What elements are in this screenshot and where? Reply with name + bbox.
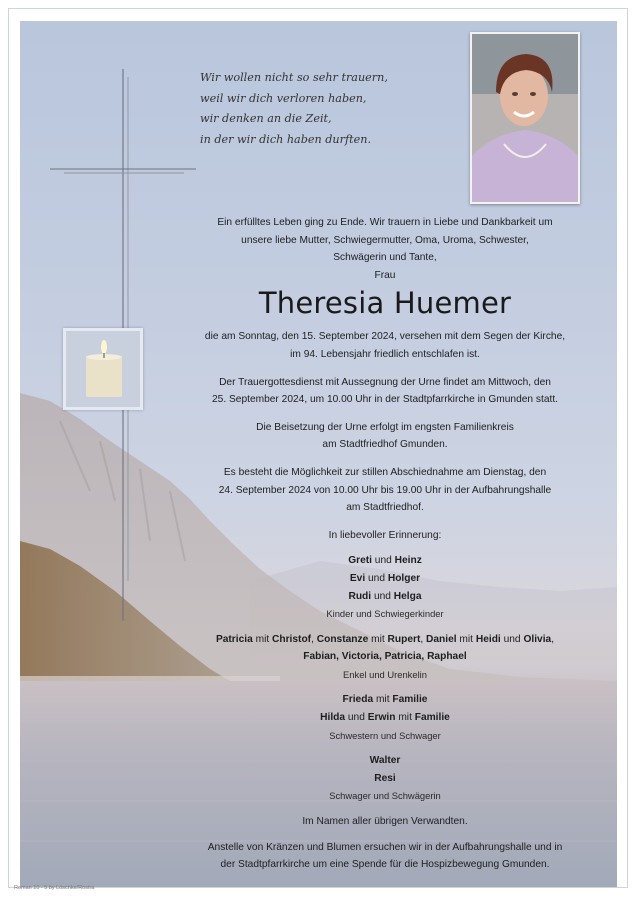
printer-imprint: Roman 10 - 5 by Löschke/Rostra: [14, 885, 95, 891]
text-line: im 94. Lebensjahr friedlich entschlafen ist.: [290, 348, 480, 360]
relation-label: Schwestern und Schwager: [329, 729, 441, 741]
memorial-quote: [200, 68, 440, 150]
portrait-photo: [470, 32, 580, 204]
viewing-notice: [180, 464, 590, 517]
relation-label: Schwager und Schwägerin: [329, 790, 441, 802]
family-line: [180, 752, 590, 770]
quote-line: weil wir dich verloren haben,: [200, 91, 367, 105]
text-line: die am Sonntag, den 15. September 2024, versehen mit dem Segen der Kirche,: [204, 331, 566, 343]
connector-text: mit: [395, 712, 415, 724]
connector-text: mit: [252, 633, 273, 645]
connector-text: und: [345, 712, 368, 724]
text-line: Die Beisetzung der Urne erfolgt im engsten Familienkreis: [256, 421, 514, 433]
quote-line: Wir wollen nicht so sehr trauern,: [200, 71, 388, 84]
relation-label: Kinder und Schwiegerkinder: [326, 608, 444, 620]
text-line: der Stadtpfarrkirche um eine Spende für die Hospizbewegung Gmunden.: [220, 859, 550, 871]
siblings-group: [180, 691, 590, 744]
family-name: Greti: [348, 555, 372, 567]
family-name: Fabian, Victoria, Patricia, Raphael: [303, 651, 467, 663]
family-name: Holger: [387, 572, 421, 584]
connector-text: ,: [420, 633, 427, 645]
inlaws-group: [180, 752, 590, 805]
family-name: Familie: [392, 694, 428, 706]
grandchildren-group: [180, 631, 590, 684]
family-name: Daniel: [426, 633, 457, 645]
family-name: Christof: [272, 633, 312, 645]
family-name: Evi: [349, 572, 366, 584]
family-name: Familie: [414, 712, 450, 724]
family-name: Frieda: [342, 694, 374, 706]
text-line: am Stadtfriedhof Gmunden.: [322, 439, 448, 451]
deceased-name: Theresia Huemer: [258, 286, 512, 321]
family-name: Resi: [374, 772, 396, 784]
family-name: Helga: [393, 590, 422, 602]
connector-text: mit: [368, 633, 388, 645]
connector-text: und: [500, 633, 524, 645]
connector-text: mit: [456, 633, 476, 645]
family-name: Heinz: [394, 555, 422, 567]
intro-frau: Frau: [374, 269, 396, 281]
death-notice: [180, 328, 590, 363]
burial-notice: [180, 419, 590, 454]
intro-line: Ein erfülltes Leben ging zu Ende. Wir trauern in Liebe und Dankbarkeit um: [217, 217, 553, 228]
candle-icon: [66, 331, 140, 407]
family-name: Constanze: [316, 633, 369, 645]
text-line: am Stadtfriedhof.: [346, 502, 424, 514]
family-line: [180, 588, 590, 606]
family-name: Hilda: [320, 712, 346, 724]
text-line: 25. September 2024, um 10.00 Uhr in der Stadtpfarrkirche in Gmunden statt.: [212, 394, 558, 406]
connector-text: ,: [311, 633, 317, 645]
quote-line: wir denken an die Zeit,: [200, 112, 332, 125]
family-line: [180, 552, 590, 570]
family-name: Olivia: [523, 633, 552, 645]
intro-block: [180, 214, 590, 284]
family-line: [180, 631, 590, 649]
intro-line: Schwägerin und Tante,: [333, 252, 437, 264]
relation-label: Enkel und Urenkelin: [343, 668, 427, 680]
connector-text: und: [371, 555, 395, 567]
family-line: [180, 648, 590, 666]
family-name: Rudi: [348, 590, 372, 602]
family-line: [180, 570, 590, 588]
intro-line: unsere liebe Mutter, Schwiegermutter, Oma, Uroma, Schwester,: [241, 234, 529, 246]
connector-text: und: [371, 590, 394, 602]
connector-text: ,: [551, 633, 555, 645]
funeral-service-notice: [180, 374, 590, 409]
family-line: [180, 709, 590, 727]
text-line: Es besteht die Möglichkeit zur stillen Abschiednahme am Dienstag, den: [223, 466, 547, 478]
children-group: [180, 552, 590, 622]
text-line: Der Trauergottesdienst mit Aussegnung der Urne findet am Mittwoch, den: [219, 376, 551, 388]
donation-request: [180, 839, 590, 874]
portrait-image: [472, 34, 578, 202]
text-line: 24. September 2024 von 10.00 Uhr bis 19.00 Uhr in der Aufbahrungshalle: [218, 484, 552, 496]
family-line: [180, 770, 590, 788]
family-name: Walter: [369, 755, 401, 767]
connector-text: mit: [373, 694, 393, 706]
quote-line: in der wir dich haben durften.: [200, 132, 372, 146]
all-relatives-line: Im Namen aller übrigen Verwandten.: [302, 816, 468, 828]
connector-text: und: [365, 572, 388, 584]
family-line: [180, 691, 590, 709]
family-name: Heidi: [475, 633, 501, 645]
obituary-text: [180, 214, 590, 874]
candle-image: [63, 328, 143, 410]
text-line: Anstelle von Kränzen und Blumen ersuchen wir in der Aufbahrungshalle und in: [207, 841, 563, 853]
memory-heading: In liebevoller Erinnerung:: [328, 529, 442, 541]
family-name: Erwin: [367, 712, 396, 724]
family-name: Patricia: [215, 633, 253, 645]
family-name: Rupert: [387, 633, 421, 645]
